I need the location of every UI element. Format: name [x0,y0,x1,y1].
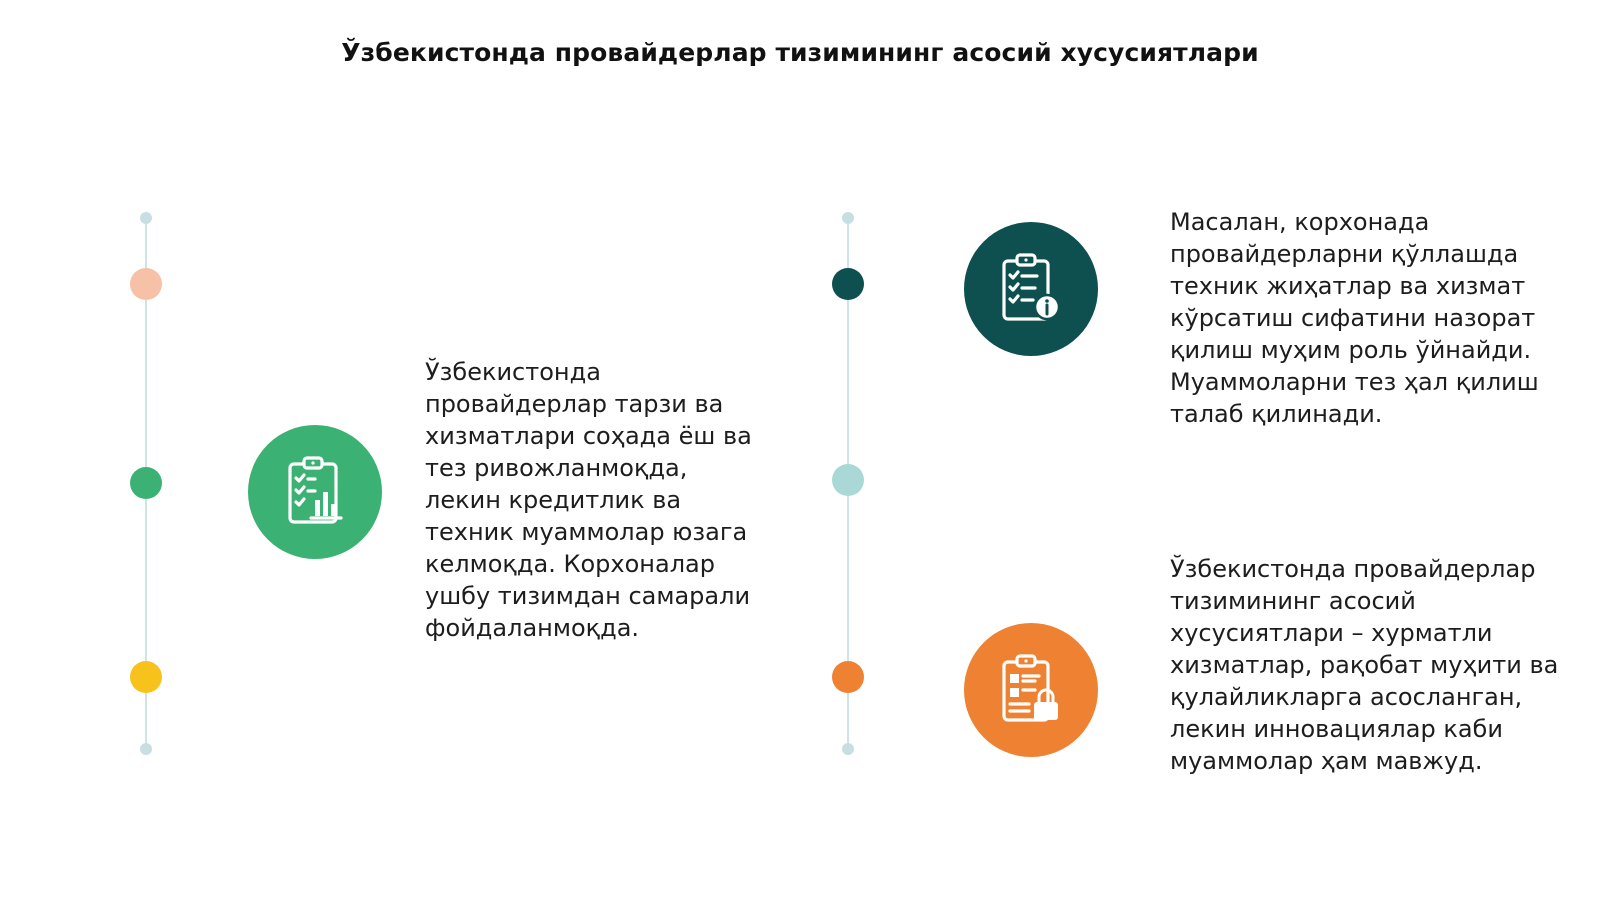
clipboard-lock-icon [964,623,1098,757]
item-text-2: Масалан, корхонада провайдерларни қўллашда техник жиҳатлар ва хизмат кўрсатиш сифатини назорат қилиш муҳим роль ўйнайди. Муаммоларни тез ҳал қилиш талаб қилинади. [1170,208,1539,428]
right-timeline [833,210,863,758]
right-timeline-dot-teal [832,268,864,300]
item-text-3: Ўзбекистонда провайдерлар тизимининг асосий хусусиятлари – хурматли хизматлар, рақобат муҳити ва қулайликларга асосланган, лекин инновациялар каби муаммолар ҳам мавжуд. [1170,555,1559,775]
clipboard-chart-icon [248,425,382,559]
clipboard-info-icon [964,222,1098,356]
left-timeline [131,210,161,758]
item-text-1: Ўзбекистонда провайдерлар тарзи ва хизматлари соҳада ёш ва тез ривожланмоқда, лекин кредитлик ва техник муаммолар юзага келмоқда. Корхоналар ушбу тизимдан самарали фойдаланмоқда. [425,358,752,642]
page-title: Ўзбекистонда провайдерлар тизимининг асосий хусусиятлари [341,38,1259,67]
right-timeline-dot-orange [832,661,864,693]
left-timeline-end-dot [140,743,152,755]
right-timeline-end-dot [842,743,854,755]
left-timeline-dot-green [130,467,162,499]
left-timeline-dot-yellow [130,661,162,693]
left-timeline-start-dot [140,212,152,224]
left-timeline-dot-peach [130,268,162,300]
right-timeline-start-dot [842,212,854,224]
right-timeline-dot-mint [832,464,864,496]
